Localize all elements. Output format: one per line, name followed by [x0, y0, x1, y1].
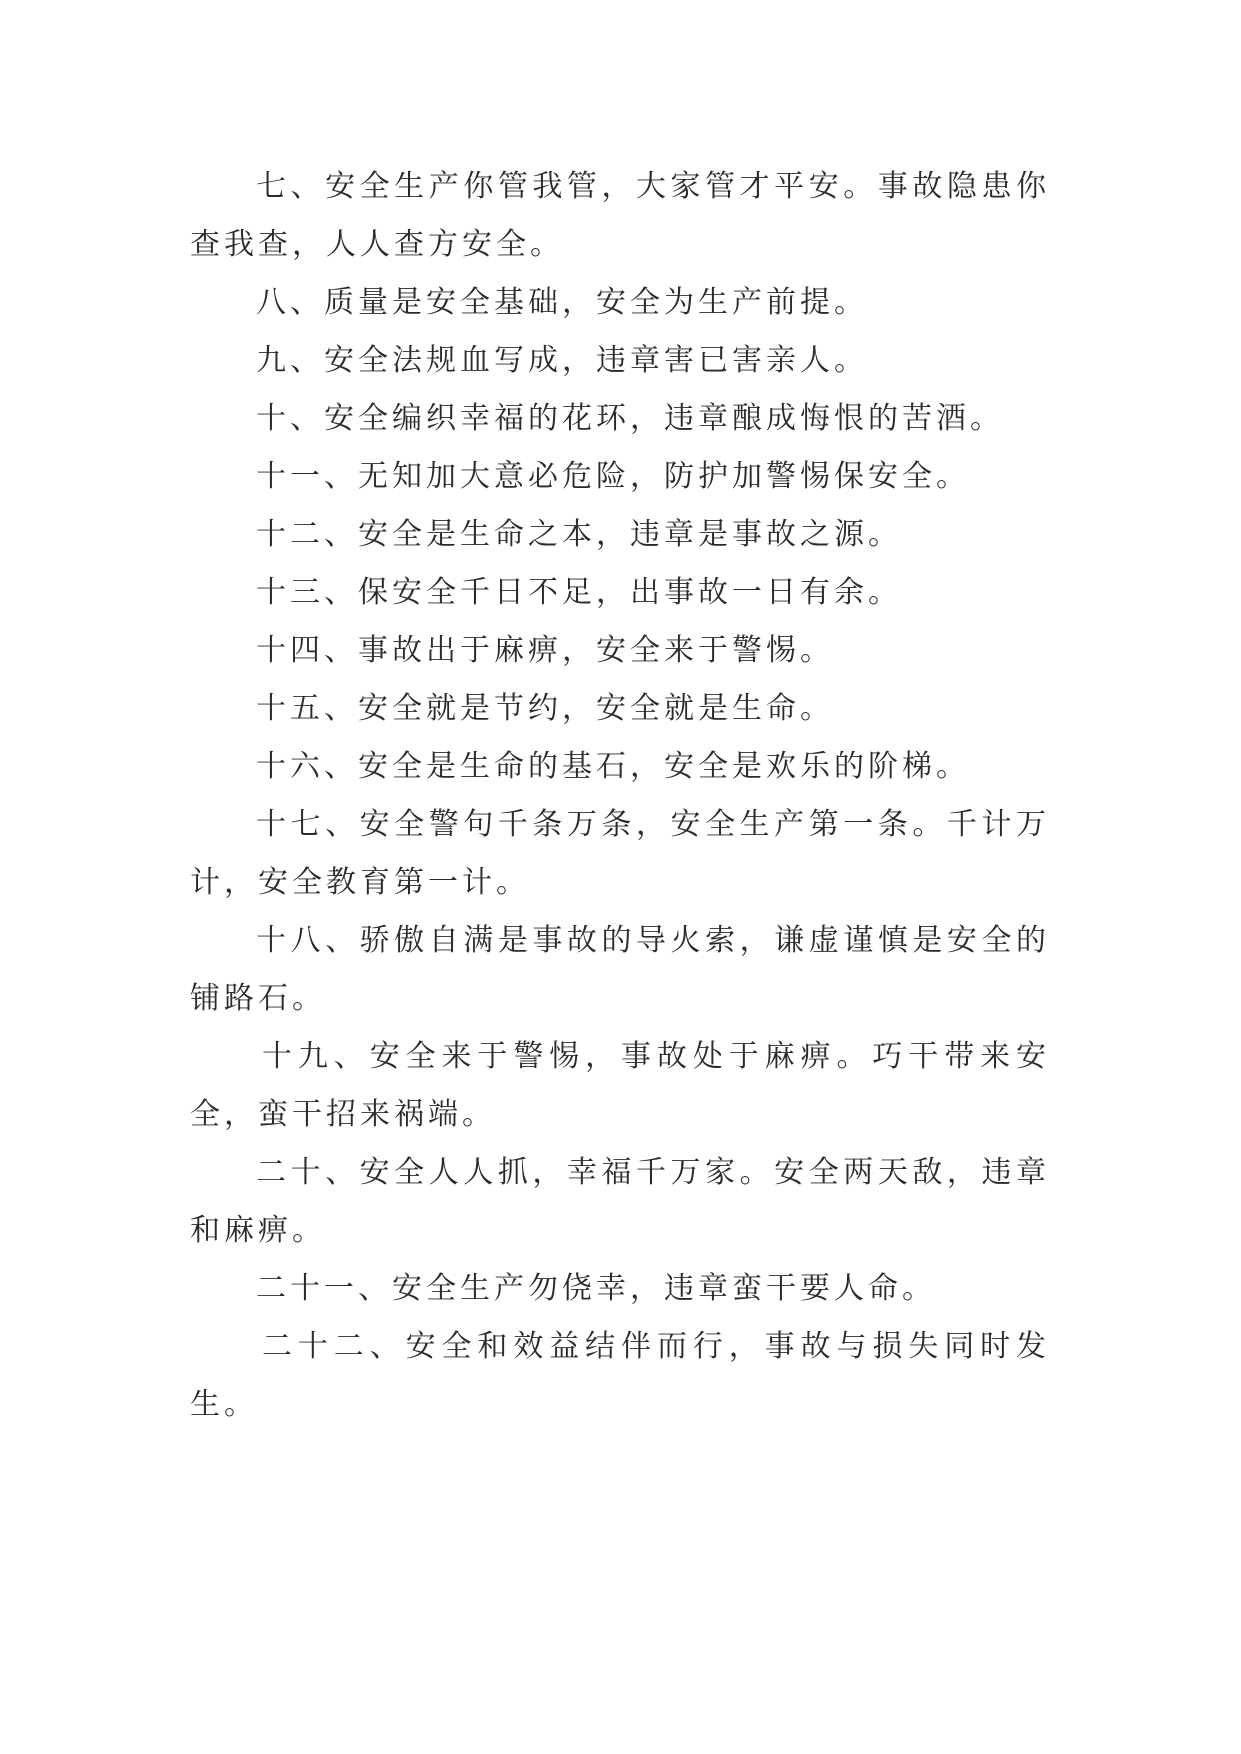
document-body	[190, 158, 1050, 1434]
paragraph-8: 八、质量是安全基础，安全为生产前提。	[256, 285, 868, 320]
paragraph-12: 十二、安全是生命之本，违章是事故之源。	[256, 517, 902, 552]
paragraph-22: 二十二、安全和效益结伴而行，事故与损失同时发生。	[190, 1329, 1050, 1422]
paragraph-20: 二十、安全人人抓，幸福千万家。安全两天敌，违章和麻痹。	[190, 1155, 1050, 1248]
paragraph-11: 十一、无知加大意必危险，防护加警惕保安全。	[256, 459, 970, 494]
paragraph-18: 十八、骄傲自满是事故的导火索，谦虚谨慎是安全的铺路石。	[190, 923, 1050, 1016]
paragraph-14: 十四、事故出于麻痹，安全来于警惕。	[256, 633, 834, 668]
paragraph-21: 二十一、安全生产勿侥幸，违章蛮干要人命。	[256, 1271, 936, 1306]
paragraph-16: 十六、安全是生命的基石，安全是欢乐的阶梯。	[256, 749, 970, 784]
paragraph-10: 十、安全编织幸福的花环，违章酿成悔恨的苦酒。	[256, 401, 1004, 436]
paragraph-19: 十九、安全来于警惕，事故处于麻痹。巧干带来安全，蛮干招来祸端。	[190, 1039, 1050, 1132]
paragraph-13: 十三、保安全千日不足，出事故一日有余。	[256, 575, 902, 610]
paragraph-17: 十七、安全警句千条万条，安全生产第一条。千计万计，安全教育第一计。	[190, 807, 1050, 900]
paragraph-15: 十五、安全就是节约，安全就是生命。	[256, 691, 834, 726]
paragraph-7: 七、安全生产你管我管，大家管才平安。事故隐患你查我查，人人查方安全。	[190, 169, 1050, 262]
paragraph-9: 九、安全法规血写成，违章害已害亲人。	[256, 343, 868, 378]
